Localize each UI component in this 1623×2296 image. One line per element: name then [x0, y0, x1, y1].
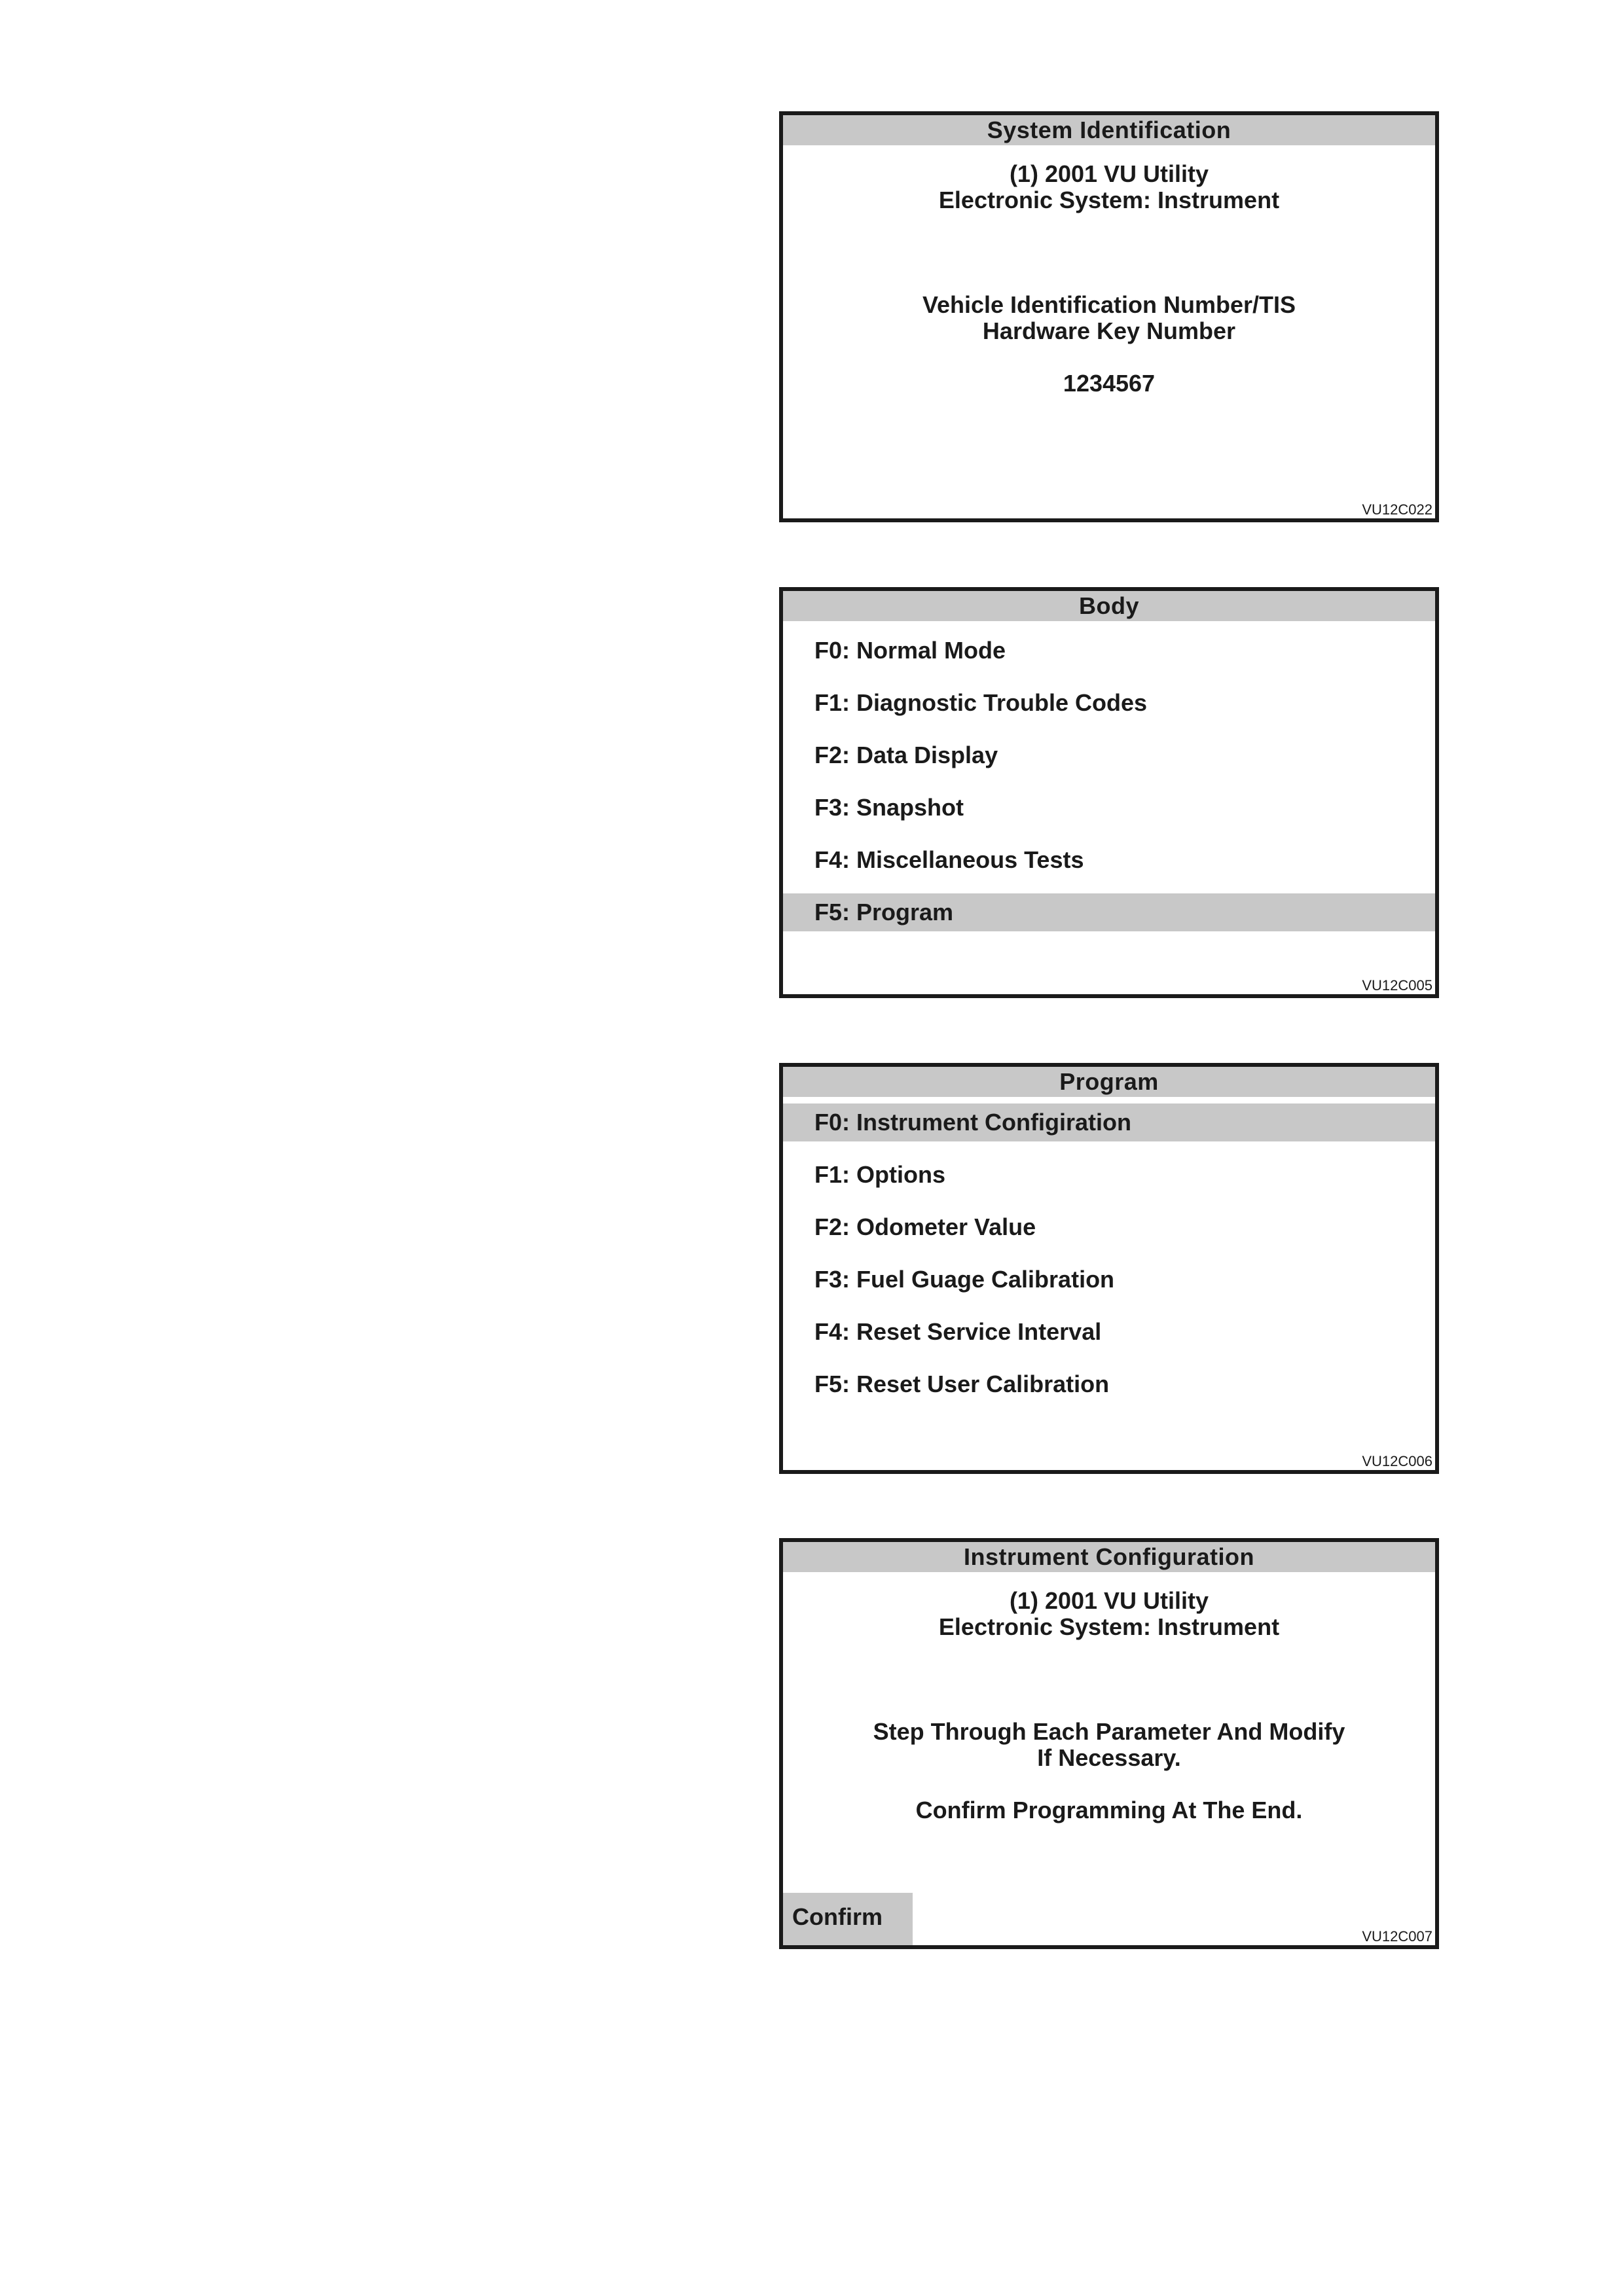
menu-item-odometer-value[interactable]: F2: Odometer Value: [814, 1213, 1036, 1240]
screen-title: Body: [783, 591, 1435, 621]
vin-label-line-1: Vehicle Identification Number/TIS: [922, 291, 1296, 318]
figure-code: VU12C006: [1362, 1453, 1432, 1469]
figure-code: VU12C007: [1362, 1928, 1432, 1945]
menu-item-normal-mode[interactable]: F0: Normal Mode: [814, 637, 1006, 664]
menu-item-options[interactable]: F1: Options: [814, 1161, 945, 1188]
menu-item-miscellaneous-tests[interactable]: F4: Miscellaneous Tests: [814, 846, 1084, 873]
confirm-button[interactable]: Confirm: [783, 1893, 913, 1945]
menu-item-reset-user-calibration[interactable]: F5: Reset User Calibration: [814, 1371, 1110, 1397]
system-identification-screen: [779, 111, 1439, 522]
figure-code: VU12C022: [1362, 501, 1432, 518]
system-text: Electronic System: Instrument: [938, 187, 1280, 213]
menu-item-reset-service-interval[interactable]: F4: Reset Service Interval: [814, 1318, 1102, 1345]
vehicle-text: (1) 2001 VU Utility: [1009, 160, 1209, 187]
body-menu-screen: [779, 587, 1439, 998]
figure-code: VU12C005: [1362, 977, 1432, 994]
key-number-value: 1234567: [1063, 370, 1156, 397]
menu-item-fuel-gauge-calibration[interactable]: F3: Fuel Guage Calibration: [814, 1266, 1115, 1293]
vin-label-line-2: Hardware Key Number: [982, 317, 1236, 344]
program-menu-screen: [779, 1063, 1439, 1474]
menu-item-program[interactable]: F5: Program: [783, 893, 1435, 931]
screen-title: System Identification: [783, 115, 1435, 145]
vehicle-text: (1) 2001 VU Utility: [1009, 1587, 1209, 1614]
instruction-line-2: If Necessary.: [1037, 1744, 1181, 1771]
menu-item-instrument-configuration[interactable]: F0: Instrument Configiration: [783, 1103, 1435, 1141]
instrument-configuration-screen: [779, 1538, 1439, 1949]
menu-item-snapshot[interactable]: F3: Snapshot: [814, 794, 964, 821]
system-text: Electronic System: Instrument: [938, 1613, 1280, 1640]
instruction-line-3: Confirm Programming At The End.: [915, 1797, 1303, 1823]
screen-title: Program: [783, 1067, 1435, 1097]
menu-item-diagnostic-trouble-codes[interactable]: F1: Diagnostic Trouble Codes: [814, 689, 1148, 716]
screen-title: Instrument Configuration: [783, 1542, 1435, 1572]
menu-item-data-display[interactable]: F2: Data Display: [814, 742, 998, 768]
instruction-line-1: Step Through Each Parameter And Modify: [873, 1718, 1345, 1745]
